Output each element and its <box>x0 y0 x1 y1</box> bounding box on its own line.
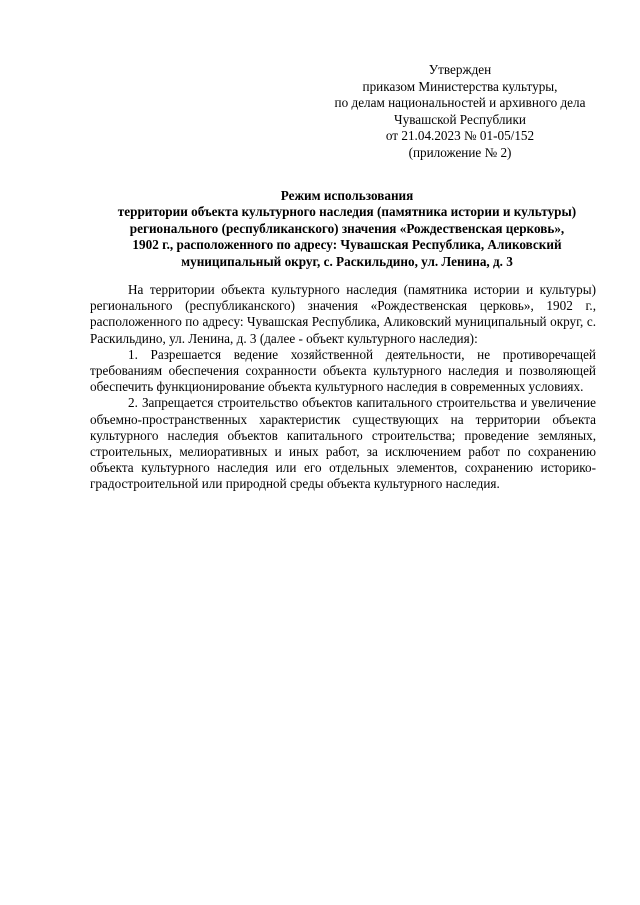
body-paragraph: На территории объекта культурного наследия (памятника истории и культуры) регионального (республиканского) значения «Рождественская церковь», 1902 г., расположенного по адресу: Чувашская Республика, Аликовский муниципальный округ, с. Раскильдино, ул. Ленина, д. 3 (далее - объект культурного наследия): <box>90 282 596 346</box>
approval-line: от 21.04.2023 № 01-05/152 <box>385 128 535 144</box>
body-paragraph: 1. Разрешается ведение хозяйственной деятельности, не противоречащей требованиям обеспечения сохранности объекта культурного наследия и позволяющей обеспечить функционирование объекта культурного наследия в современных условиях. <box>90 346 596 395</box>
approval-line: приказом Министерства культуры, <box>362 78 558 94</box>
title-line: регионального (республиканского) значения «Рождественская церковь», <box>129 220 565 236</box>
title-line: территории объекта культурного наследия (памятника истории и культуры) <box>117 204 577 220</box>
title-line: 1902 г., расположенного по адресу: Чувашская Республика, Аликовский <box>132 237 562 253</box>
approval-line: (приложение № 2) <box>408 144 512 160</box>
title-line: муниципальный округ, с. Раскильдино, ул. Ленина, д. 3 <box>181 253 513 269</box>
title-line: Режим использования <box>280 188 414 203</box>
document-title <box>80 188 614 270</box>
approval-line: Утвержден <box>428 62 492 77</box>
document-body <box>90 282 596 493</box>
body-paragraph: 2. Запрещается строительство объектов капитального строительства и увеличение объемно-пространственных характеристик существующих на территории объекта культурного наследия объектов капитального строительства; проведение земляных, строительных, мелиоративных и иных работ, за исключением работ по сохранению объекта культурного наследия или его отдельных элементов, сохранению историко-градостроительной или природной среды объекта культурного наследия. <box>90 395 596 492</box>
approval-line: по делам национальностей и архивного дела <box>334 95 586 111</box>
approval-line: Чувашской Республики <box>394 111 526 127</box>
approval-stamp <box>300 62 620 162</box>
